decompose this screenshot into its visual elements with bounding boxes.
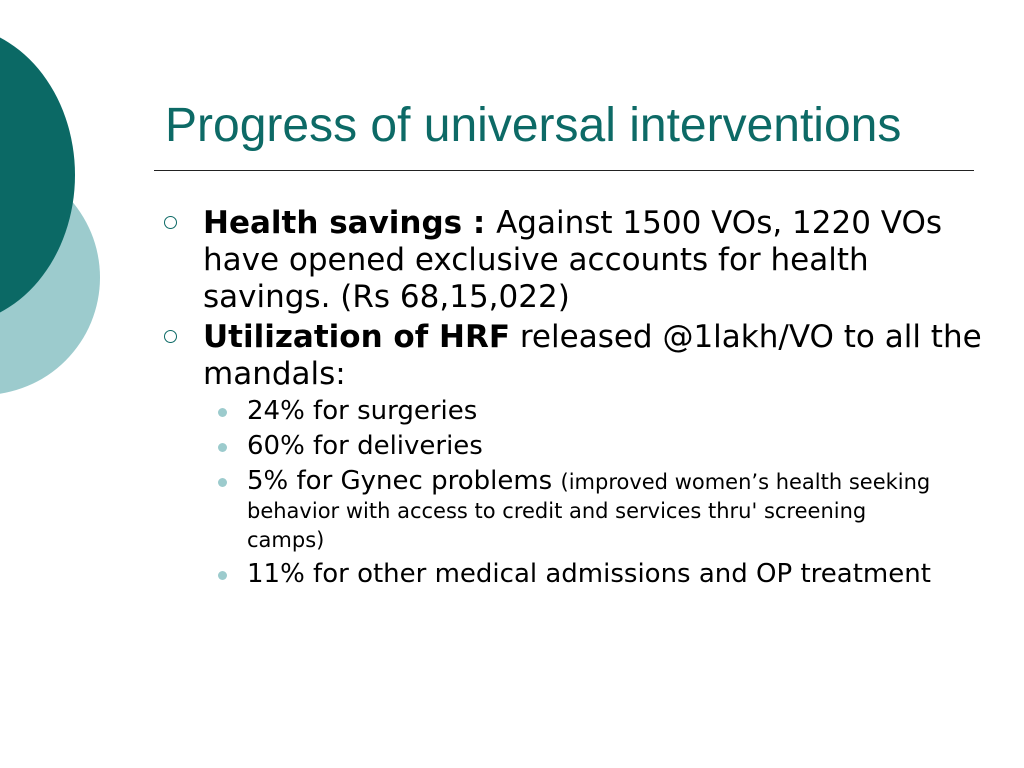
hollow-circle-bullet-icon — [164, 330, 177, 343]
sub-bullet-note: (improved women’s health seeking behavior with access to credit and services thru' screening camps) — [247, 470, 931, 552]
dot-bullet-icon — [218, 408, 227, 417]
hollow-circle-bullet-icon — [164, 216, 177, 229]
dot-bullet-icon — [218, 478, 227, 487]
sub-bullet-item — [247, 467, 947, 554]
bullet-hrf-utilization — [203, 319, 983, 589]
bullet-heading: Utilization of HRF — [203, 319, 511, 355]
dot-bullet-icon — [218, 443, 227, 452]
bullet-text: released @1lakh/VO to all the mandals: — [203, 319, 982, 392]
bullet-text: Against 1500 VOs, 1220 VOs have opened exclusive accounts for health savings. (Rs 68,15,022) — [203, 205, 943, 315]
dot-bullet-icon — [218, 571, 227, 580]
title-divider — [154, 170, 974, 171]
slide-title: Progress of universal interventions — [165, 99, 902, 152]
sub-bullet-text: 60% for deliveries — [247, 431, 483, 461]
sub-bullet-text: 5% for Gynec problems — [247, 466, 561, 496]
sub-bullet-text: 11% for other medical admissions and OP treatment — [247, 559, 931, 589]
sub-bullet-item — [247, 432, 947, 461]
bullet-heading: Health savings : — [203, 205, 497, 241]
sub-bullet-list — [247, 397, 983, 589]
bullet-health-savings — [203, 205, 983, 316]
sub-bullet-item — [247, 560, 947, 589]
slide-content — [203, 205, 983, 595]
sub-bullet-text: 24% for surgeries — [247, 396, 478, 426]
sub-bullet-item — [247, 397, 947, 426]
